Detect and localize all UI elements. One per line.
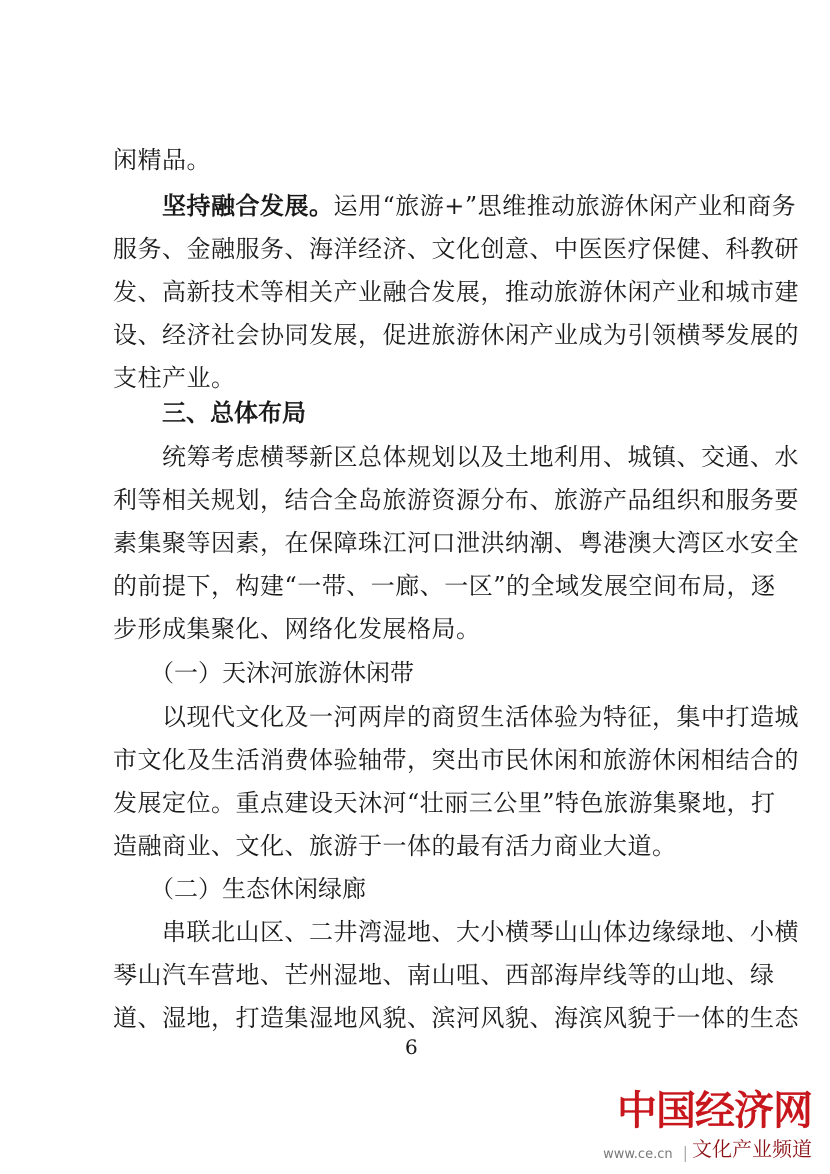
paragraph-line: 服务、金融服务、海洋经济、文化创意、中医医疗保健、科教研	[113, 235, 799, 263]
paragraph-line: 以现代文化及一河两岸的商贸生活体验为特征，集中打造城	[162, 703, 799, 731]
paragraph-line: 设、经济社会协同发展，促进旅游休闲产业成为引领横琴发展的	[113, 321, 799, 349]
watermark-separator: |	[682, 1143, 688, 1162]
page-number: 6	[405, 1035, 418, 1059]
paragraph-line: 的前提下，构建“一带、一廊、一区”的全域发展空间布局，逐	[113, 572, 776, 600]
paragraph-line: 串联北山区、二井湾湿地、大小横琴山山体边缘绿地、小横	[162, 918, 799, 946]
paragraph-line: 道、湿地，打造集湿地风貌、滨河风貌、海滨风貌于一体的生态	[113, 1004, 799, 1032]
subsection-heading: （二）生态休闲绿廊	[150, 875, 366, 903]
watermark-logo: 中国经济网	[617, 1087, 812, 1134]
paragraph-line: 利等相关规划，结合全岛旅游资源分布、旅游产品组织和服务要	[113, 486, 799, 514]
subsection-heading: （一）天沐河旅游休闲带	[150, 659, 414, 687]
paragraph-line	[162, 189, 797, 223]
section-heading: 三、总体布局	[162, 399, 306, 427]
paragraph-line: 支柱产业。	[113, 364, 236, 392]
paragraph-line: 琴山汽车营地、芒州湿地、南山咀、西部海岸线等的山地、绿	[113, 961, 775, 989]
watermark-channel: 文化产业频道	[692, 1137, 812, 1161]
paragraph-line: 闲精品。	[113, 146, 211, 174]
paragraph-line: 造融商业、文化、旅游于一体的最有活力商业大道。	[113, 832, 677, 860]
paragraph-text: 运用“旅游+”思维推动旅游休闲产业和商务	[333, 192, 797, 220]
watermark-url: www.ce.cn	[603, 1147, 673, 1162]
paragraph-line: 步形成集聚化、网络化发展格局。	[113, 615, 481, 643]
bold-lead: 坚持融合发展。	[162, 192, 334, 220]
watermark	[603, 1089, 812, 1162]
paragraph-line: 素集聚等因素，在保障珠江河口泄洪纳潮、粤港澳大湾区水安全	[113, 529, 799, 557]
paragraph-line: 发、高新技术等相关产业融合发展，推动旅游休闲产业和城市建	[113, 278, 799, 306]
paragraph-line: 统筹考虑横琴新区总体规划以及土地利用、城镇、交通、水	[162, 443, 799, 471]
paragraph-line: 发展定位。重点建设天沐河“壮丽三公里”特色旅游集聚地，打	[113, 789, 776, 817]
paragraph-line: 市文化及生活消费体验轴带，突出市民休闲和旅游休闲相结合的	[113, 746, 799, 774]
